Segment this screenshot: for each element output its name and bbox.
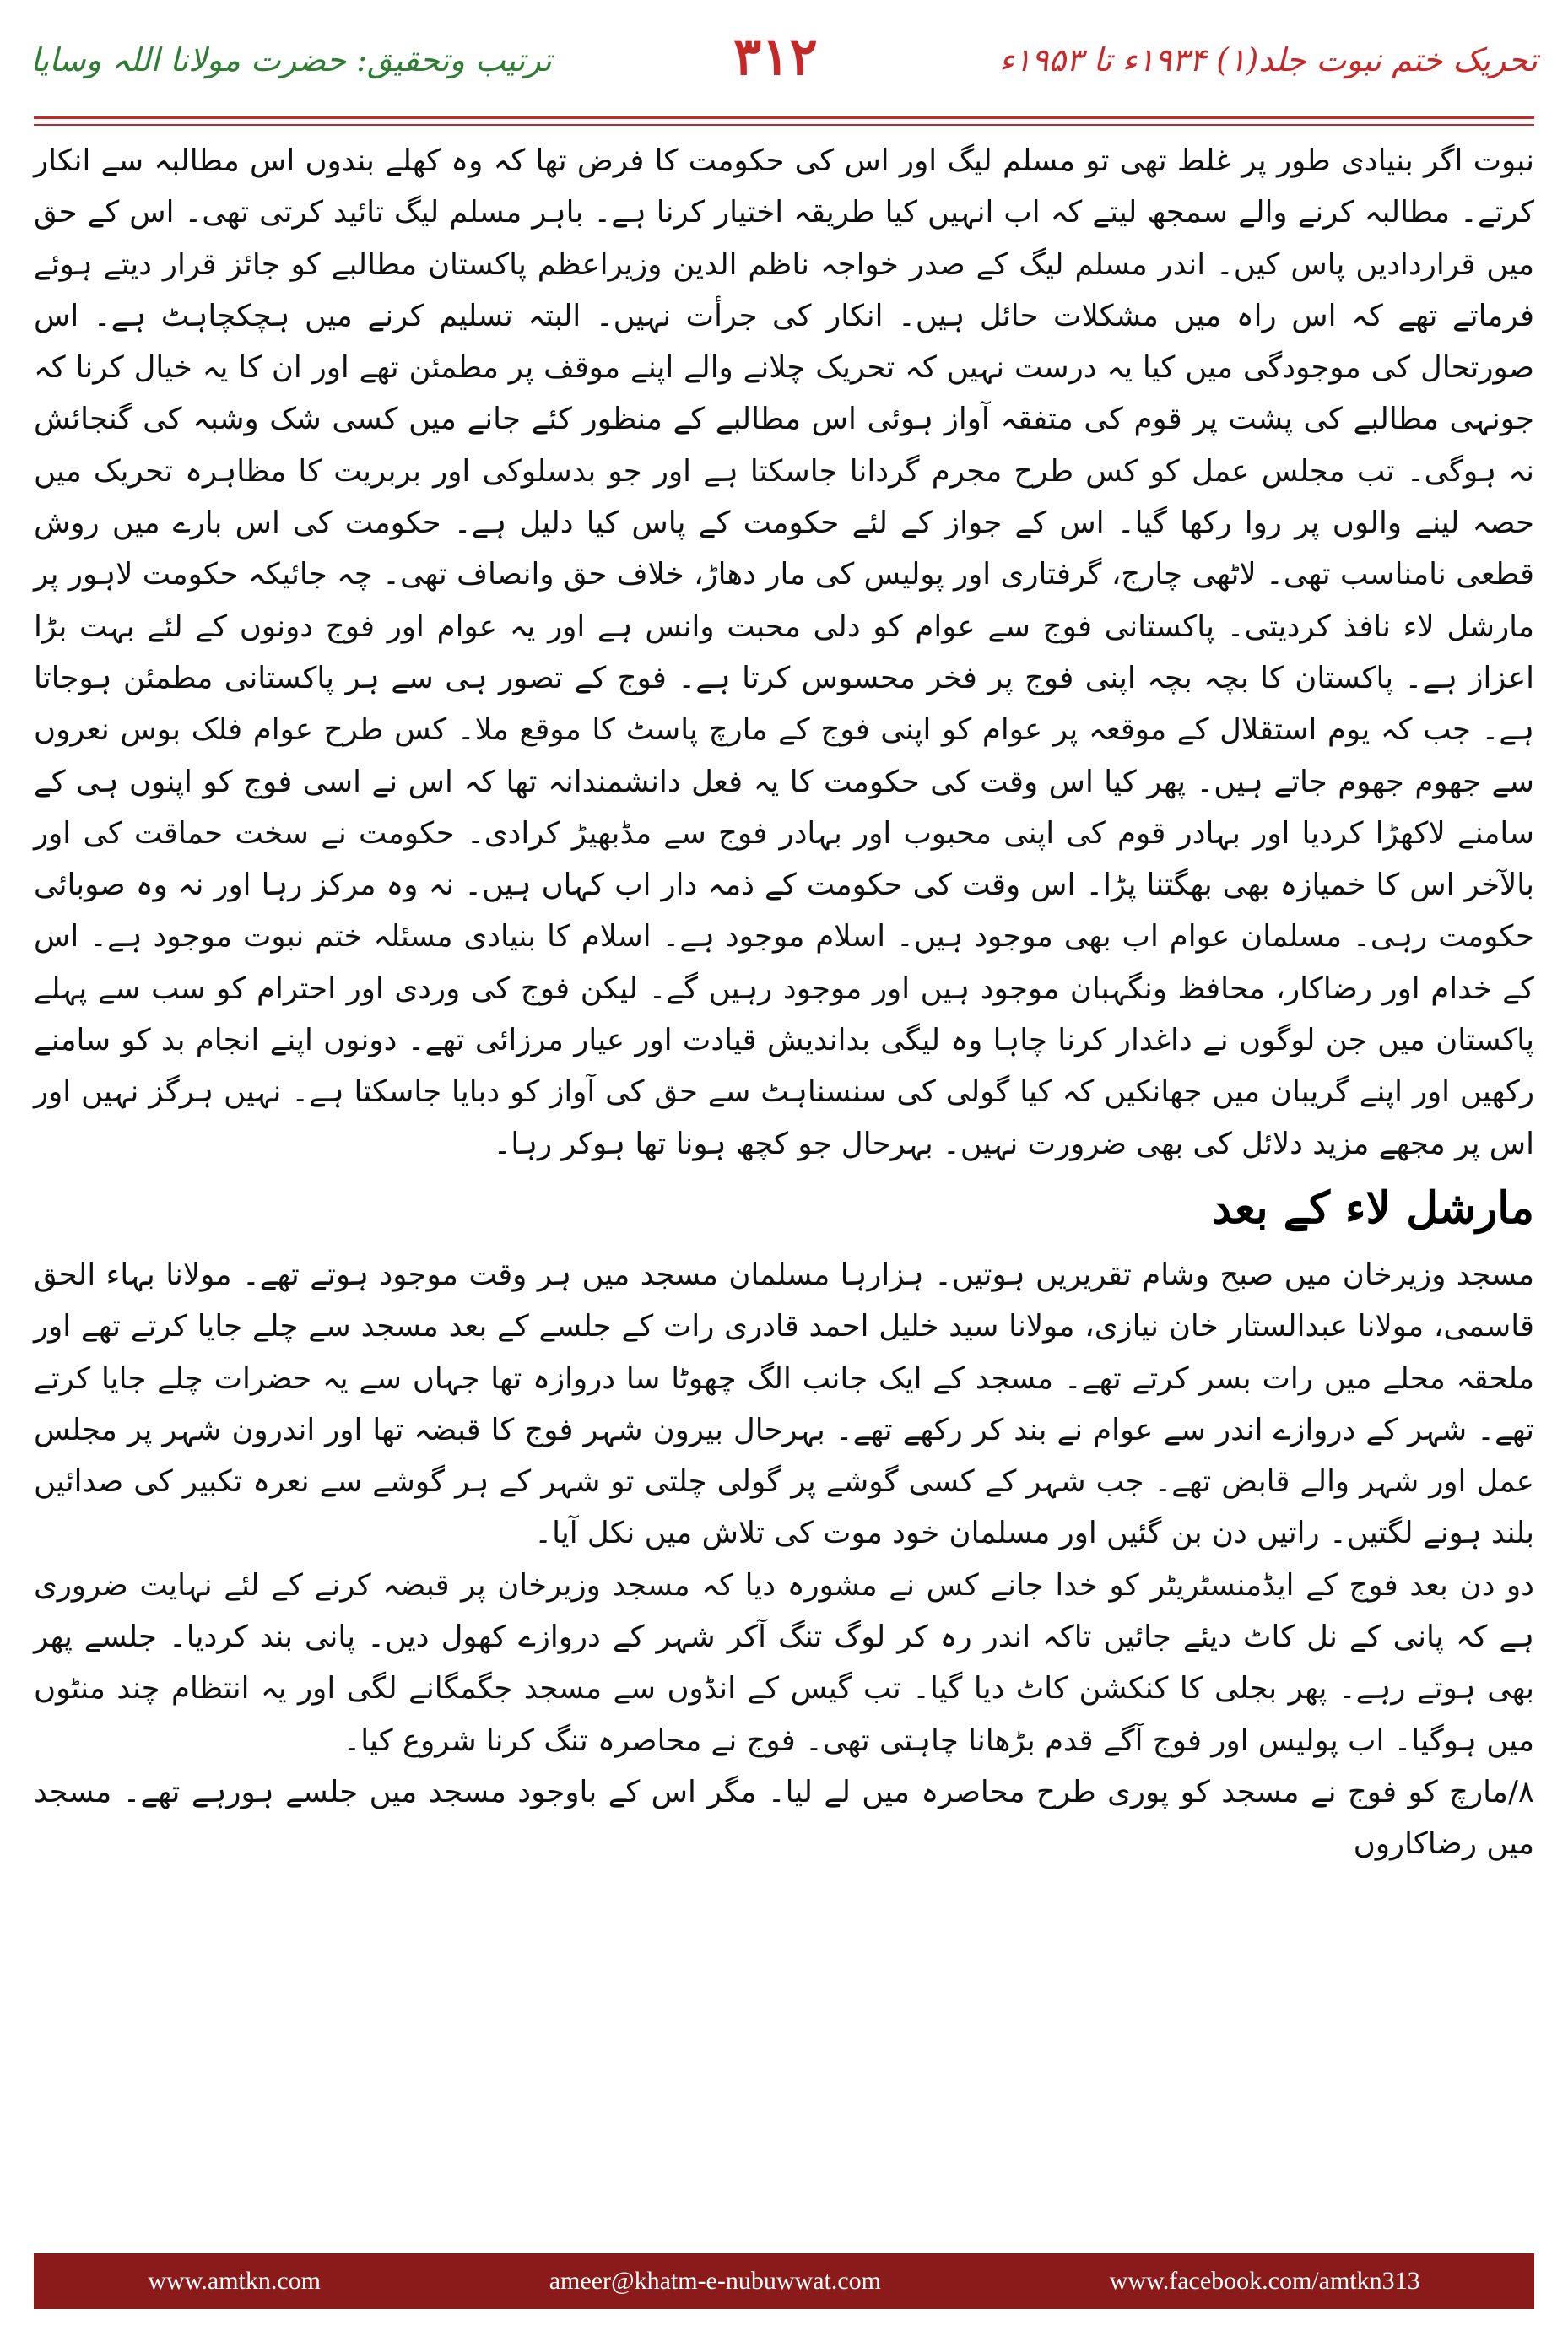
- book-title: تحریک ختم نبوت جلد(۱) ۱۹۳۴ء تا ۱۹۵۳ء: [998, 41, 1538, 78]
- email-link[interactable]: ameer@khatm-e-nubuwwat.com: [549, 2267, 881, 2295]
- page-number: ۳۱۲: [733, 24, 818, 87]
- page-footer: [34, 2253, 1534, 2309]
- facebook-link[interactable]: www.facebook.com/amtkn313: [1109, 2267, 1420, 2295]
- body-paragraph-1: نبوت اگر بنیادی طور پر غلط تھی تو مسلم لیگ اور اس کی حکومت کا فرض تھا کہ وہ کھلے بندوں اس مطالبہ سے انکار کرتے۔ مطالبہ کرنے والے سمجھ لیتے کہ اب انہیں کیا طریقہ اختیار کرنا ہے۔ باہر مسلم لیگ تائید کرتی تھی۔ اس کے حق میں قراردادیں پاس کیں۔ اندر مسلم لیگ کے صدر خواجہ ناظم الدین وزیراعظم پاکستان مطالبے کو جائز قرار دیتے ہوئے فرماتے تھے کہ اس راہ میں مشکلات حائل ہیں۔ انکار کی جرأت نہیں۔ البتہ تسلیم کرنے میں ہچکچاہٹ ہے۔ اس صورتحال کی موجودگی میں کیا یہ درست نہیں کہ تحریک چلانے والے اپنے موقف پر مطمئن تھے اور ان کا یہ خیال کرنا کہ جونہی مطالبے کی پشت پر قوم کی متفقہ آواز ہوئی اس مطالبے کے منظور کئے جانے میں کسی شک وشبہ کی گنجائش نہ ہوگی۔ تب مجلس عمل کو کس طرح مجرم گردانا جاسکتا ہے اور جو بدسلوکی اور بربریت کا مظاہرہ تحریک میں حصہ لینے والوں پر روا رکھا گیا۔ اس کے جواز کے لئے حکومت کے پاس کیا دلیل ہے۔ حکومت کی اس بارے میں روش قطعی نامناسب تھی۔ لاٹھی چارج، گرفتاری اور پولیس کی مار دھاڑ، خلاف حق وانصاف تھی۔ چہ جائیکہ حکومت لاہور پر مارشل لاء نافذ کردیتی۔ پاکستانی فوج سے عوام کو دلی محبت وانس ہے اور یہ عوام اور فوج دونوں کے لئے بہت بڑا اعزاز ہے۔ پاکستان کا بچہ بچہ اپنی فوج پر فخر محسوس کرتا ہے۔ فوج کے تصور ہی سے ہر پاکستانی مطمئن ہوجاتا ہے۔ جب کہ یوم استقلال کے موقعہ پر عوام کو اپنی فوج کے مارچ پاسٹ کا موقع ملا۔ کس طرح عوام فلک بوس نعروں سے جھوم جھوم جاتے ہیں۔ پھر کیا اس وقت کی حکومت کا یہ فعل دانشمندانہ تھا کہ اس نے اسی فوج کو اپنوں ہی کے سامنے لاکھڑا کردیا اور بہادر قوم کی اپنی محبوب اور بہادر فوج سے مڈبھیڑ کرادی۔ حکومت نے سخت حماقت کی اور بالآخر اس کا خمیازہ بھی بھگتنا پڑا۔ اس وقت کی حکومت کے ذمہ دار اب کہاں ہیں۔ نہ وہ مرکز رہا اور نہ وہ صوبائی حکومت رہی۔ مسلمان عوام اب بھی موجود ہیں۔ اسلام موجود ہے۔ اسلام کا بنیادی مسئلہ ختم نبوت موجود ہے۔ اس کے خدام اور رضاکار، محافظ ونگہبان موجود ہیں اور موجود رہیں گے۔ لیکن فوج کی وردی اور احترام کو سب سے پہلے پاکستان میں جن لوگوں نے داغدار کرنا چاہا وہ لیگی بداندیش قیادت اور عیار مرزائی تھے۔ دونوں اپنے انجام بد کو سامنے رکھیں اور اپنے گریبان میں جھانکیں کہ کیا گولی کی سنسناہٹ سے حق کی آواز کو دبایا جاسکتا ہے۔ نہیں ہرگز نہیں اور اس پر مجھے مزید دلائل کی بھی ضرورت نہیں۔ بہرحال جو کچھ ہونا تھا ہوکر رہا۔: [34, 143, 1534, 1161]
- website-link[interactable]: www.amtkn.com: [148, 2267, 322, 2295]
- page-body: [34, 135, 1534, 2245]
- page-header: [0, 0, 1568, 111]
- compiler-credit: ترتیب وتحقیق: حضرت مولانا اللہ وسایا: [30, 41, 552, 78]
- body-paragraph-2: مسجد وزیرخان میں صبح وشام تقریریں ہوتیں۔ ہزارہا مسلمان مسجد میں ہر وقت موجود ہوتے تھے۔ مولانا بہاء الحق قاسمی، مولانا عبدالستار خان نیازی، مولانا سید خلیل احمد قادری رات کے جلسے کے بعد مسجد سے چلے جایا کرتے تھے اور ملحقہ محلے میں رات بسر کرتے تھے۔ مسجد کے ایک جانب الگ چھوٹا سا دروازہ تھا جہاں سے یہ حضرات چلے جایا کرتے تھے۔ شہر کے دروازے اندر سے عوام نے بند کر رکھے تھے۔ بہرحال بیرون شہر فوج کا قبضہ تھا اور اندرون شہر پر مجلس عمل اور شہر والے قابض تھے۔ جب شہر کے کسی گوشے پر گولی چلتی تو شہر کے ہر گوشے سے نعرہ تکبیر کی صدائیں بلند ہونے لگتیں۔ راتیں دن بن گئیں اور مسلمان خود موت کی تلاش میں نکل آیا۔: [34, 1257, 1534, 1551]
- body-paragraph-3: دو دن بعد فوج کے ایڈمنسٹریٹر کو خدا جانے کس نے مشورہ دیا کہ مسجد وزیرخان پر قبضہ کرنے کے لئے نہایت ضروری ہے کہ پانی کے نل کاٹ دیئے جائیں تاکہ اندر رہ کر لوگ تنگ آکر شہر کے دروازے کھول دیں۔ پانی بند کردیا۔ جلسے پھر بھی ہوتے رہے۔ پھر بجلی کا کنکشن کاٹ دیا گیا۔ تب گیس کے انڈوں سے مسجد جگمگانے لگی اور یہ انتظام چند منٹوں میں ہوگیا۔ اب پولیس اور فوج آگے قدم بڑھانا چاہتی تھی۔ فوج نے محاصرہ تنگ کرنا شروع کیا۔: [34, 1567, 1534, 1758]
- body-paragraph-4: ۸/مارچ کو فوج نے مسجد کو پوری طرح محاصرہ میں لے لیا۔ مگر اس کے باوجود مسجد میں جلسے ہورہے تھے۔ مسجد میں رضاکاروں: [34, 1774, 1534, 1862]
- section-heading: مارشل لاء کے بعد: [1211, 1182, 1534, 1234]
- header-divider: [34, 116, 1534, 126]
